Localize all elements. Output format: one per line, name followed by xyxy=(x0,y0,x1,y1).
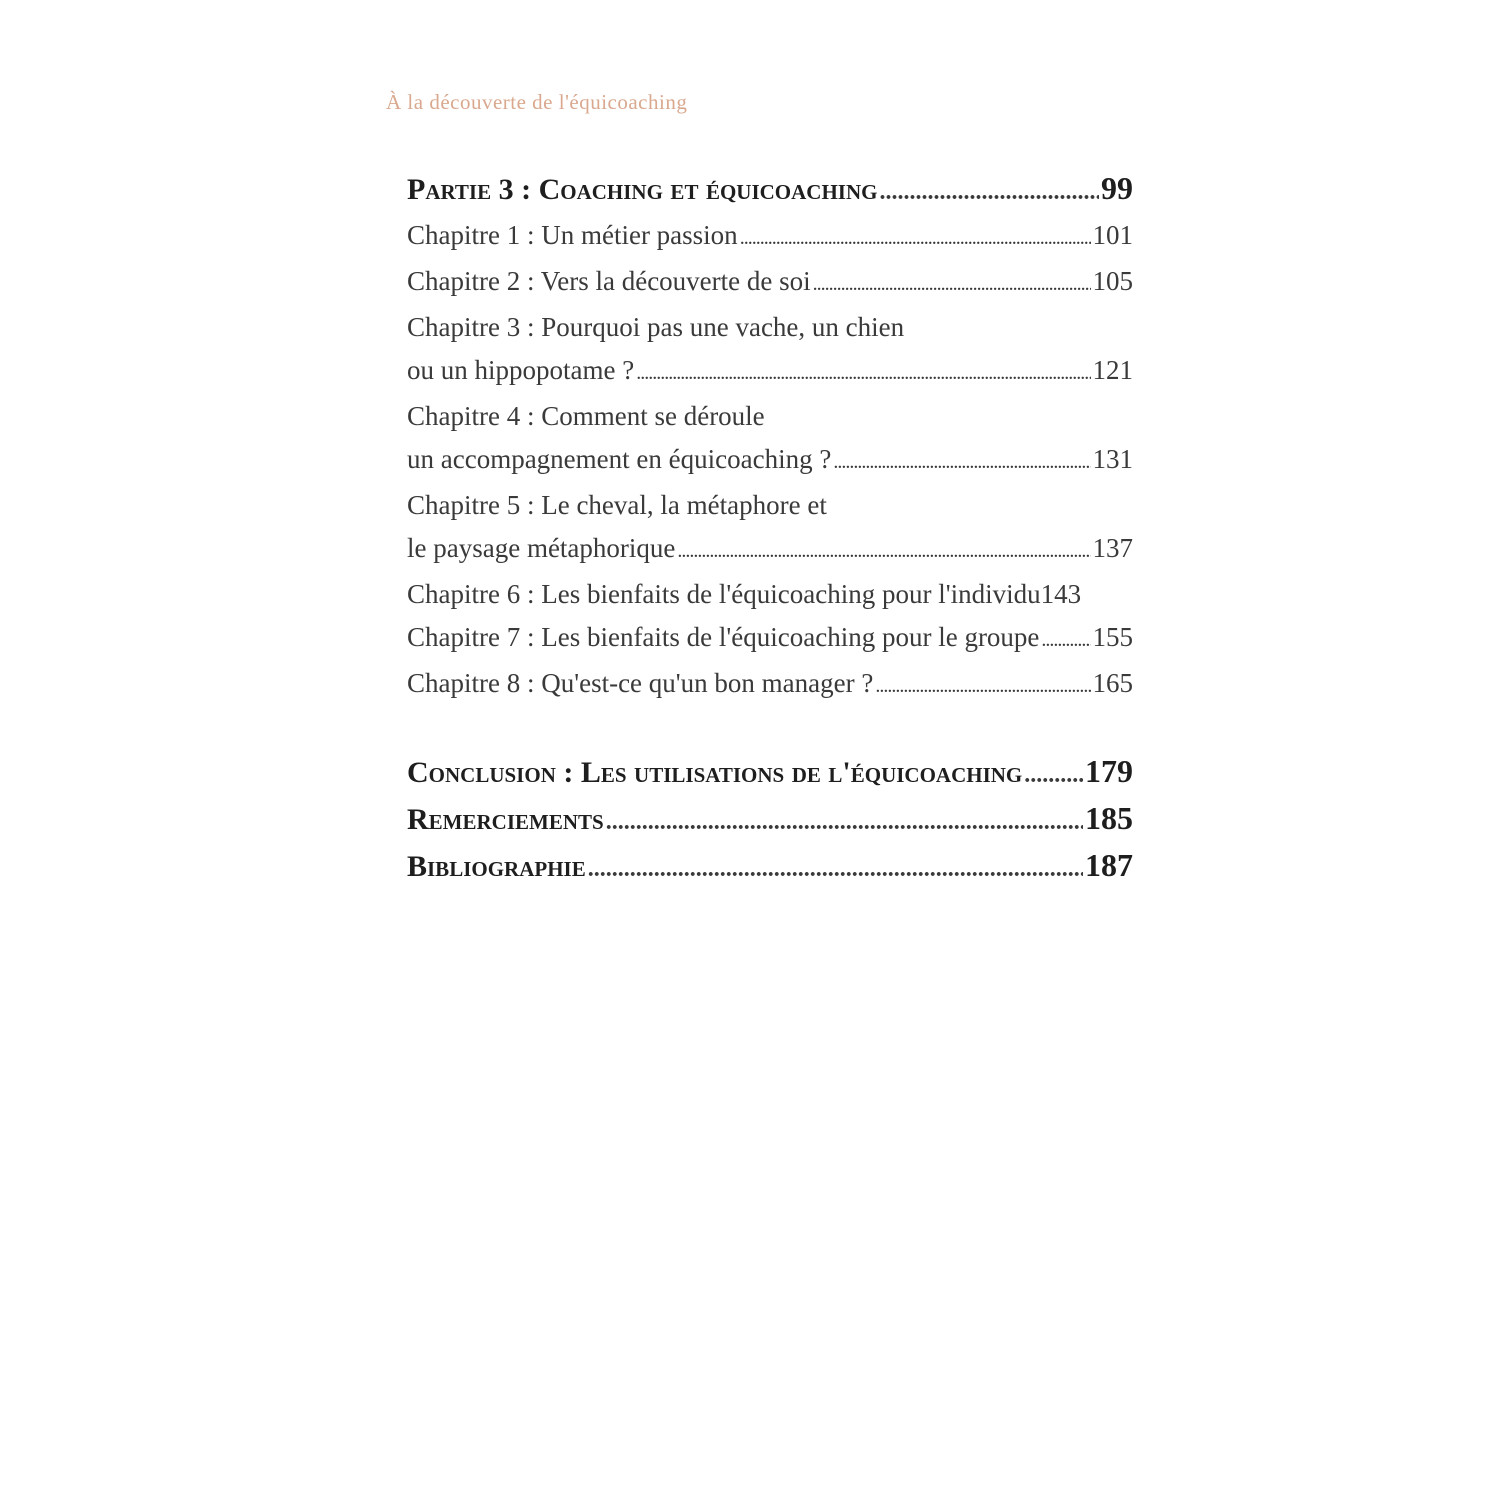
toc-entry-title: Remerciements xyxy=(407,803,604,836)
toc-entry-chapter-5-line-2 xyxy=(407,527,1133,573)
toc-entry-page: 187 xyxy=(1085,847,1133,883)
toc-entry-title: Chapitre 5 : Le cheval, la métaphore et xyxy=(407,490,827,520)
toc-entry-chapter-6 xyxy=(407,573,1133,616)
toc-entry-remerciements xyxy=(407,797,1133,844)
toc-entry-page: 165 xyxy=(1092,668,1133,698)
dot-leader xyxy=(636,349,1090,395)
toc-entry-title: Chapitre 3 : Pourquoi pas une vache, un chien xyxy=(407,312,905,342)
dot-leader xyxy=(606,798,1083,844)
dot-leader xyxy=(879,168,1099,214)
dot-leader xyxy=(833,438,1090,484)
toc-entry-title: Bibliographie xyxy=(407,850,586,883)
toc-entry-bibliographie xyxy=(407,844,1133,891)
toc-entry-chapter-3-line-2 xyxy=(407,349,1133,395)
toc-entry-title: Chapitre 2 : Vers la découverte de soi xyxy=(407,266,811,296)
toc-entry-title: Partie 3 : Coaching et équicoaching xyxy=(407,173,878,206)
toc-entry-chapter-4-line-1 xyxy=(407,395,1133,438)
toc-entry-title: Chapitre 6 : Les bienfaits de l'équicoaching pour l'individu xyxy=(407,579,1041,609)
toc-entry-title: un accompagnement en équicoaching ? xyxy=(407,444,832,474)
toc-entry-title: Conclusion : Les utilisations de l'équicoaching xyxy=(407,756,1023,789)
toc-entry-title: ou un hippopotame ? xyxy=(407,355,635,385)
dot-leader xyxy=(740,214,1091,260)
toc-entry-page: 99 xyxy=(1101,170,1133,206)
toc-entry-chapter-2 xyxy=(407,260,1133,306)
toc-entry-title: le paysage métaphorique xyxy=(407,533,676,563)
table-of-contents xyxy=(407,167,1133,891)
toc-entry-title: Chapitre 1 : Un métier passion xyxy=(407,220,738,250)
toc-entry-chapter-1 xyxy=(407,214,1133,260)
dot-leader xyxy=(1041,616,1090,662)
toc-entry-chapter-3-line-1 xyxy=(407,306,1133,349)
toc-entry-chapter-7 xyxy=(407,616,1133,662)
toc-entry-title: Chapitre 8 : Qu'est-ce qu'un bon manager ? xyxy=(407,668,874,698)
toc-entry-page: 143 xyxy=(1040,579,1082,609)
toc-entry-part-3 xyxy=(407,167,1133,214)
toc-entry-chapter-4-line-2 xyxy=(407,438,1133,484)
dot-leader xyxy=(875,662,1090,708)
dot-leader xyxy=(813,260,1091,306)
toc-entry-title: Chapitre 4 : Comment se déroule xyxy=(407,401,765,431)
toc-entry-page: 101 xyxy=(1092,220,1133,250)
toc-entry-page: 121 xyxy=(1092,355,1133,385)
toc-entry-chapter-8 xyxy=(407,662,1133,708)
toc-entry-page: 179 xyxy=(1085,753,1133,789)
dot-leader xyxy=(677,527,1090,573)
section-gap xyxy=(407,708,1133,750)
running-head: À la découverte de l'équicoaching xyxy=(386,90,688,114)
toc-entry-page: 137 xyxy=(1092,533,1133,563)
dot-leader xyxy=(1024,751,1083,797)
toc-entry-page: 155 xyxy=(1092,622,1133,652)
toc-entry-page: 185 xyxy=(1085,800,1133,836)
toc-entry-chapter-5-line-1 xyxy=(407,484,1133,527)
dot-leader xyxy=(588,845,1083,891)
toc-entry-page: 131 xyxy=(1092,444,1133,474)
toc-entry-page: 105 xyxy=(1092,266,1133,296)
toc-entry-conclusion xyxy=(407,750,1133,797)
toc-entry-title: Chapitre 7 : Les bienfaits de l'équicoaching pour le groupe xyxy=(407,622,1040,652)
